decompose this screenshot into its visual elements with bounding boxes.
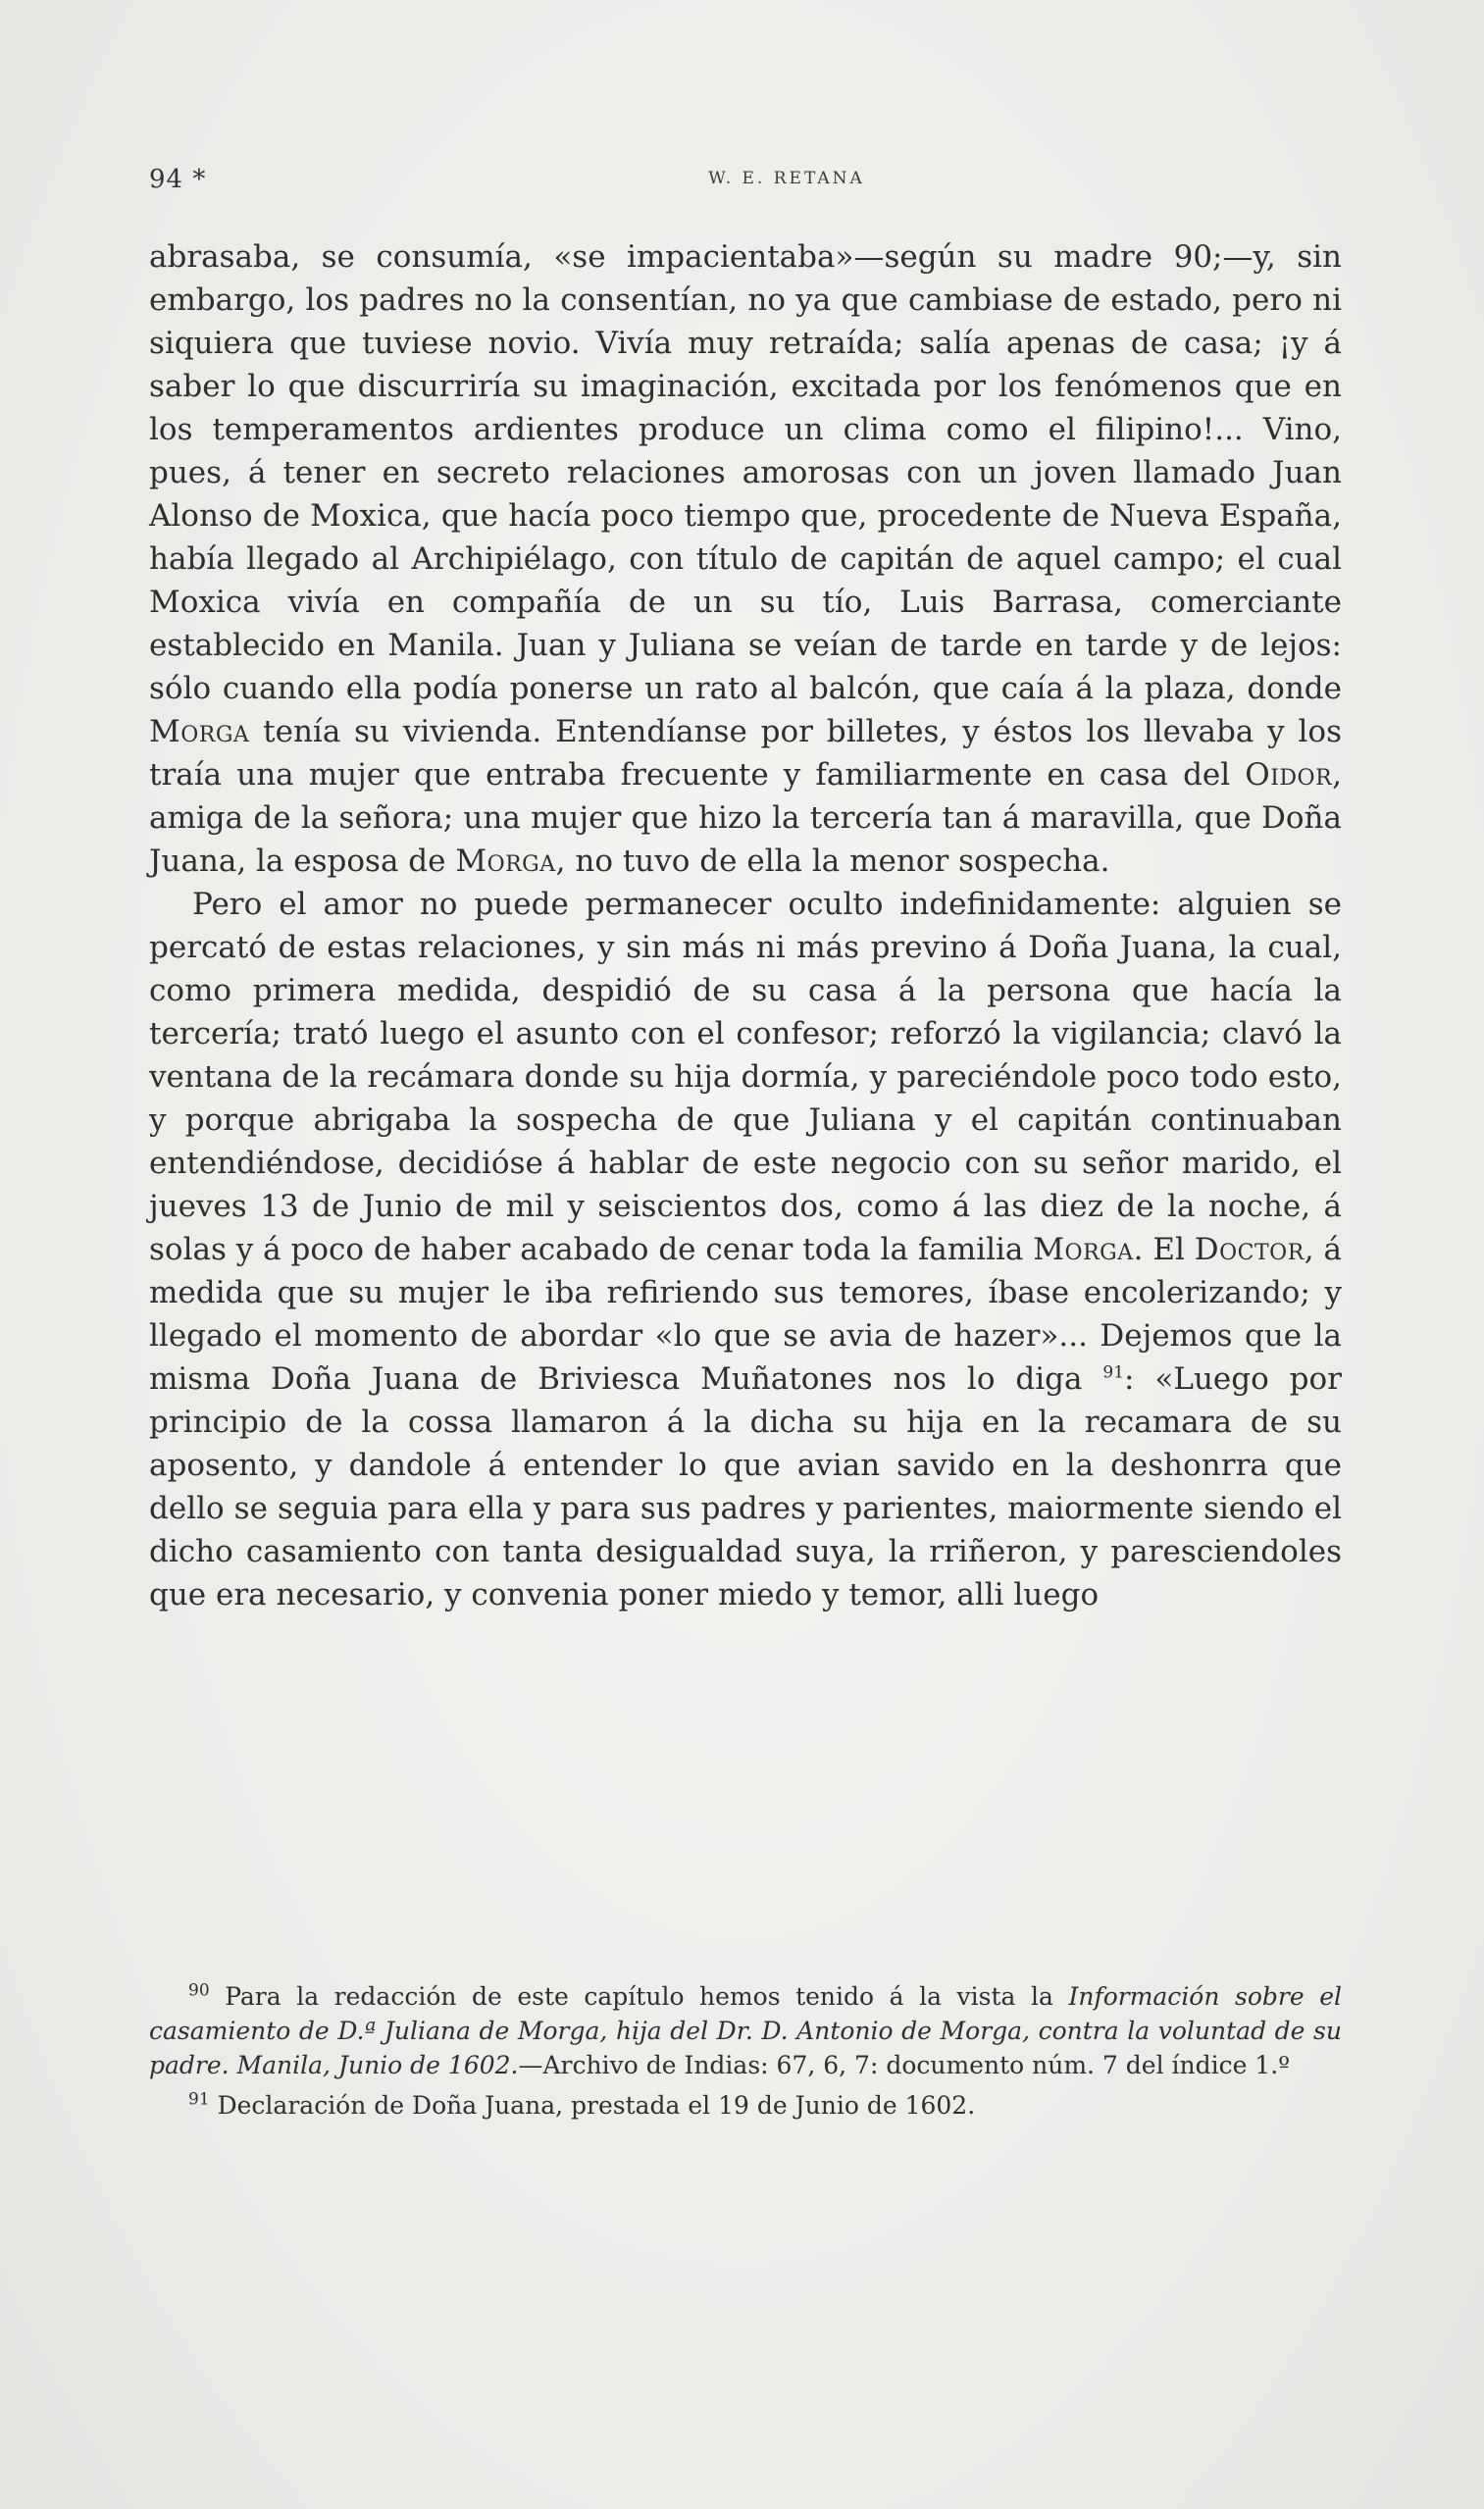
paragraph-2-text-b: . El [1133, 1232, 1185, 1267]
paragraph-2-text-c: , á medida que su mujer le iba refiriendo sus temores, íbase encolerizando; y llegado el momento de abordar «lo que se avia de hazer»... Dejemos que la misma Doña Juana de Briviesca Muñatones nos lo diga [149, 1232, 1342, 1397]
running-head: W. E. RETANA [708, 169, 865, 188]
paragraph-1-text-b: tenía su vivienda. Entendíanse por billetes, y éstos los llevaba y los traía una mujer que entraba frecuente y familiarmente en casa del [149, 714, 1342, 793]
body-text [149, 235, 1342, 1616]
footnote-91-mark: 91 [188, 2089, 210, 2110]
paragraph-1-text: abrasaba, se consumía, «se impacientaba»—según su madre 90;—y, sin embargo, los padres no la consentían, no ya que cambiase de estado, pero ni siquiera que tuviese novio. Vivía muy retraída; salía apenas de casa; ¡y á saber lo que discurriría su imaginación, excitada por los fenómenos que en los temperamentos ardientes produce un clima como el filipino!... Vino, pues, á tener en secreto relaciones amorosas con un joven llamado Juan Alonso de Moxica, que hacía poco tiempo que, procedente de Nueva España, había llegado al Archipiélago, con título de capitán de aquel campo; el cual Moxica vivía en compañía de un su tío, Luis Barrasa, comerciante establecido en Manila. Juan y Juliana se veían de tarde en tarde y de lejos: sólo cuando ella podía ponerse un rato al balcón, que caía á la plaza, donde [149, 239, 1342, 706]
footnotes [149, 1979, 1342, 2128]
footnote-90-title: Información sobre el casamiento de D.ª Juliana de Morga, hija del Dr. D. Antonio de Morga, contra la voluntad de su padre. Manila, Junio de 1602. [149, 1982, 1342, 2079]
footnote-91 [149, 2088, 1342, 2123]
paragraph-1 [149, 235, 1342, 883]
footnote-90-text: Para la redacción de este capítulo hemos tenido á la vista la [225, 1982, 1053, 2011]
footnote-90-mark: 90 [188, 1980, 210, 2001]
paragraph-1-text-d: , no tuvo de ella la menor sospecha. [555, 844, 1110, 879]
page-header [149, 165, 1365, 204]
footnote-ref-91: 91 [1102, 1362, 1125, 1383]
page-number: 94 * [149, 165, 207, 194]
paragraph-2-text: Pero el amor no puede permanecer oculto indefinidamente: alguien se percató de estas relaciones, y sin más ni más previno á Doña Juana, la cual, como primera medida, despidió de su casa á la persona que hacía la tercería; trató luego el asunto con el confesor; reforzó la vigilancia; clavó la ventana de la recámara donde su hija dormía, y pareciéndole poco todo esto, y porque abrigaba la sospecha de que Juliana y el capitán continuaban entendiéndose, decidióse á hablar de este negocio con su señor marido, el jueves 13 de Junio de mil y seiscientos dos, como á las diez de la noche, á solas y á poco de haber acabado de cenar toda la familia [149, 887, 1342, 1267]
footnote-90-source: —Archivo de Indias: 67, 6, 7: documento núm. 7 del índice 1.º [518, 2051, 1290, 2079]
morga-name: Morga [1033, 1232, 1134, 1267]
morga-name: Morga [455, 844, 556, 879]
morga-name: Morga [149, 714, 250, 749]
paragraph-2-text-d: : «Luego por principio de la cossa llamaron á la dicha su hija en la recamara de su aposento, y dandole á entender lo que avian savido en la deshonrra que dello se seguia para ella y para sus padres y parientes, maiormente siendo el dicho casamiento con tanta desigualdad suya, la rriñeron, y paresciendoles que era necesario, y convenia poner miedo y temor, alli luego [149, 1361, 1342, 1613]
paragraph-1-text-c: , amiga de la señora; una mujer que hizo la tercería tan á maravilla, que Doña Juana, la esposa de [149, 757, 1343, 879]
paragraph-2 [149, 883, 1342, 1616]
footnote-91-text: Declaración de Doña Juana, prestada el 19 de Junio de 1602. [217, 2091, 976, 2120]
oidor-title: Oidor [1245, 757, 1333, 793]
doctor-title: Doctor [1194, 1232, 1305, 1267]
footnote-90 [149, 1979, 1342, 2082]
